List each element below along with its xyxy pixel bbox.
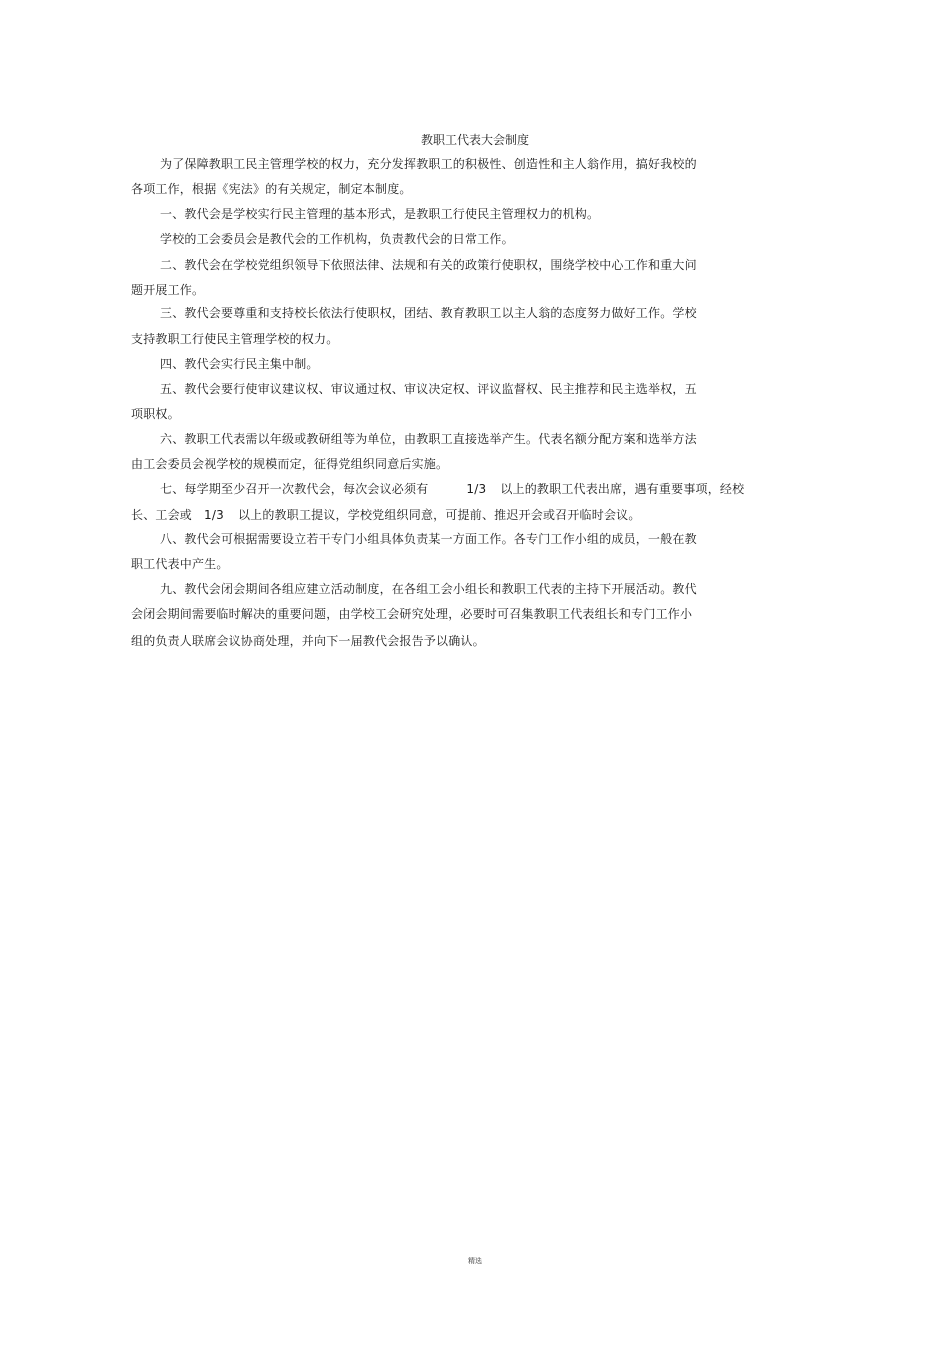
paragraph-line: 八、教代会可根据需要设立若干专门小组具体负责某一方面工作。各专门工作小组的成员，一般在教 xyxy=(160,532,697,546)
line-segment: 以上的教职工代表出席，遇有重要事项，经校 xyxy=(500,482,745,496)
paragraph-line xyxy=(131,506,641,524)
line-segment: 以上的教职工提议，学校党组织同意，可提前、推迟开会或召开临时会议。 xyxy=(237,508,641,522)
paragraph-line: 四、教代会实行民主集中制。 xyxy=(160,357,319,371)
page-footer: 精选 xyxy=(468,1257,482,1265)
paragraph-line: 二、教代会在学校党组织领导下依照法律、法规和有关的政策行使职权，围绕学校中心工作和重大问 xyxy=(160,258,697,272)
paragraph-line: 五、教代会要行使审议建议权、审议通过权、审议决定权、评议监督权、民主推荐和民主选举权，五 xyxy=(160,382,697,396)
paragraph-line: 三、教代会要尊重和支持校长依法行使职权，团结、教育教职工以主人翁的态度努力做好工作。学校 xyxy=(160,306,697,320)
paragraph-line: 职工代表中产生。 xyxy=(131,557,229,571)
line-segment: 七、每学期至少召开一次教代会，每次会议必须有 xyxy=(160,482,429,496)
paragraph-line: 项职权。 xyxy=(131,407,180,421)
paragraph-line: 题开展工作。 xyxy=(131,283,205,297)
paragraph-line: 九、教代会闭会期间各组应建立活动制度，在各组工会小组长和教职工代表的主持下开展活动。教代 xyxy=(160,582,697,596)
paragraph-line: 各项工作，根据《宪法》的有关规定，制定本制度。 xyxy=(131,182,412,196)
paragraph-line: 一、教代会是学校实行民主管理的基本形式，是教职工行使民主管理权力的机构。 xyxy=(160,207,600,221)
paragraph-line: 会闭会期间需要临时解决的重要问题，由学校工会研究处理，必要时可召集教职工代表组长和专门工作小 xyxy=(131,607,693,621)
fraction-value: 1/3 xyxy=(466,482,487,496)
paragraph-line: 组的负责人联席会议协商处理，并向下一届教代会报告予以确认。 xyxy=(131,634,485,648)
paragraph-line: 支持教职工行使民主管理学校的权力。 xyxy=(131,332,339,346)
paragraph-line: 由工会委员会视学校的规模而定，征得党组织同意后实施。 xyxy=(131,457,449,471)
document-title: 教职工代表大会制度 xyxy=(420,133,529,147)
paragraph-line: 为了保障教职工民主管理学校的权力，充分发挥教职工的积极性、创造性和主人翁作用，搞好我校的 xyxy=(160,157,697,171)
paragraph-line xyxy=(160,480,744,498)
fraction-value: 1/3 xyxy=(204,508,224,522)
line-segment: 长、工会或 xyxy=(131,508,193,522)
paragraph-line: 六、教职工代表需以年级或教研组等为单位，由教职工直接选举产生。代表名额分配方案和选举方法 xyxy=(160,432,697,446)
paragraph-line: 学校的工会委员会是教代会的工作机构，负责教代会的日常工作。 xyxy=(160,232,514,246)
